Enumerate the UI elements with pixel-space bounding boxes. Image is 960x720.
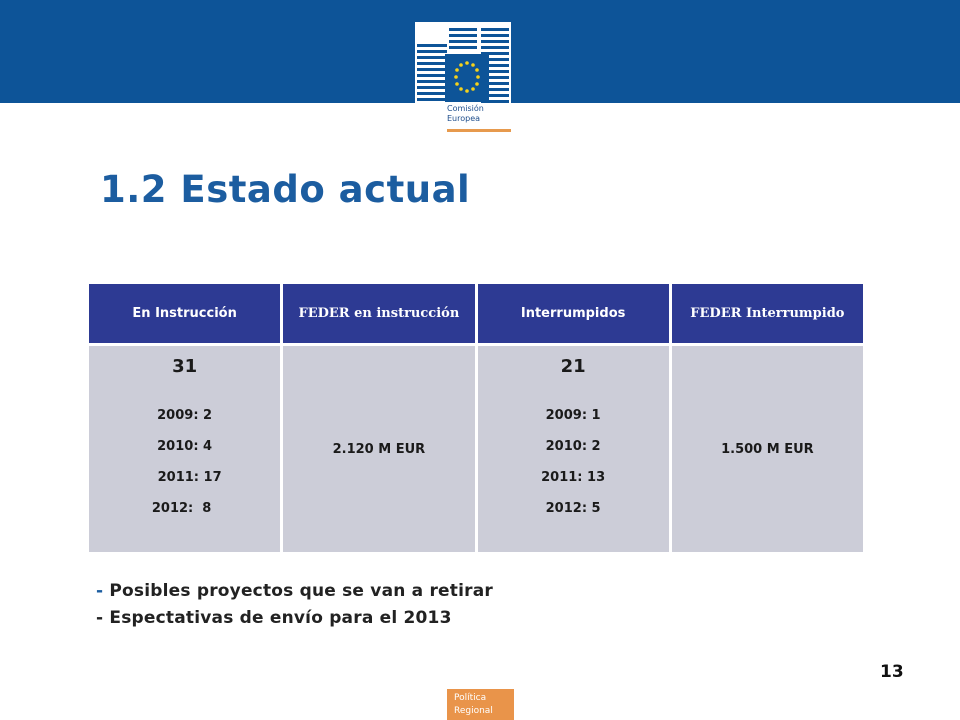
bullet-text: Posibles proyectos que se van a retirar xyxy=(103,581,493,601)
year-count: 2010: 2 xyxy=(545,439,601,454)
total-en-instruccion: 31 xyxy=(172,356,198,377)
table-header-row xyxy=(89,284,863,343)
footer-line-2: Regional xyxy=(454,706,493,716)
page-title: 1.2 Estado actual xyxy=(100,168,471,211)
year-count: 2012: 5 xyxy=(545,501,601,516)
status-table xyxy=(86,281,866,555)
table-row xyxy=(89,346,863,552)
footer-line-1: Política xyxy=(454,693,487,703)
bullet-item xyxy=(96,578,493,605)
header-feder-interrumpido: FEDER Interrumpido xyxy=(672,284,863,343)
year-count: 2011: 13 xyxy=(541,470,606,485)
logo-line-2: Europea xyxy=(447,114,481,123)
bullet-list xyxy=(96,578,493,632)
cell-feder-interrumpido: 1.500 M EUR xyxy=(672,346,863,552)
header-en-instruccion: En Instrucción xyxy=(89,284,280,343)
logo-label xyxy=(447,104,484,124)
year-count: 2012: 8 xyxy=(151,501,212,516)
footer-tag xyxy=(447,689,514,720)
bullet-dash: - xyxy=(96,608,104,628)
bullet-dash: - xyxy=(96,581,104,601)
year-count: 2010: 4 xyxy=(157,439,213,454)
cell-interrumpidos xyxy=(478,346,669,552)
header-feder-en-instruccion: FEDER en instrucción xyxy=(283,284,474,343)
header-interrumpidos: Interrumpidos xyxy=(478,284,669,343)
cell-feder-en-instruccion: 2.120 M EUR xyxy=(283,346,474,552)
bullet-text: Espectativas de envío para el 2013 xyxy=(103,608,452,628)
logo-underline xyxy=(447,129,511,132)
total-interrumpidos: 21 xyxy=(560,356,586,377)
year-count: 2009: 2 xyxy=(157,408,213,423)
year-count: 2011: 17 xyxy=(157,470,222,485)
page-number: 13 xyxy=(880,662,904,682)
year-count: 2009: 1 xyxy=(545,408,601,423)
bullet-item xyxy=(96,605,493,632)
cell-en-instruccion xyxy=(89,346,280,552)
logo-line-1: Comisión xyxy=(447,104,484,113)
